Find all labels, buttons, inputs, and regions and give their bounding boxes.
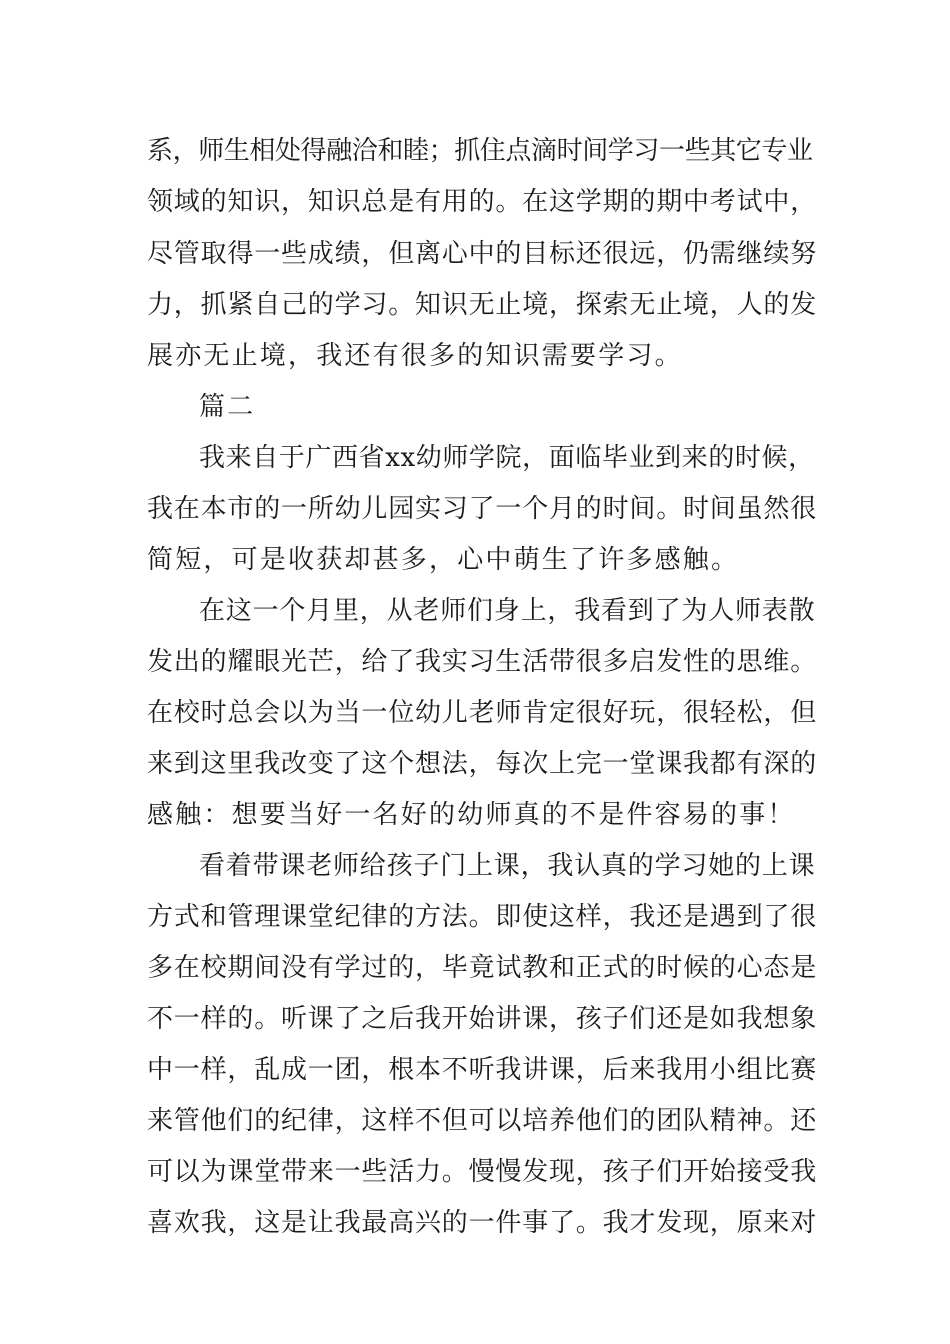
text-line: 可以为课堂带来一些活力。慢慢发现，孩子们开始接受我: [147, 1157, 818, 1187]
section-heading: 篇二: [199, 392, 256, 422]
text-line: 看着带课老师给孩子门上课，我认真的学习她的上课: [199, 851, 816, 881]
text-line: 发出的耀眼光芒，给了我实习生活带很多启发性的思维。: [147, 647, 818, 677]
text-line: 在这一个月里，从老师们身上，我看到了为人师表散: [199, 596, 816, 626]
text-line: 展亦无止境，我还有很多的知识需要学习。: [147, 341, 683, 371]
text-line: 感触：想要当好一名好的幼师真的不是件容易的事！: [147, 800, 796, 830]
text-line: 系，师生相处得融洽和睦；抓住点滴时间学习一些其它专业: [147, 136, 813, 166]
text-line: 我来自于广西省xx幼师学院，面临毕业到来的时候，: [199, 443, 815, 473]
text-line: 简短，可是收获却甚多，心中萌生了许多感触。: [147, 545, 740, 575]
text-line: 尽管取得一些成绩，但离心中的目标还很远，仍需继续努: [147, 239, 818, 269]
text-line: 喜欢我，这是让我最高兴的一件事了。我才发现，原来对: [147, 1208, 818, 1238]
text-line: 中一样，乱成一团，根本不听我讲课，后来我用小组比赛: [147, 1055, 818, 1085]
text-line: 力，抓紧自己的学习。知识无止境，探索无止境，人的发: [147, 290, 818, 320]
text-line: 来到这里我改变了这个想法，每次上完一堂课我都有深的: [147, 749, 818, 779]
text-line: 领域的知识，知识总是有用的。在这学期的期中考试中，: [147, 187, 818, 217]
text-line: 不一样的。听课了之后我开始讲课，孩子们还是如我想象: [147, 1004, 818, 1034]
text-line: 方式和管理课堂纪律的方法。即使这样，我还是遇到了很: [147, 902, 818, 932]
text-line: 来管他们的纪律，这样不但可以培养他们的团队精神。还: [147, 1106, 818, 1136]
text-line: 我在本市的一所幼儿园实习了一个月的时间。时间虽然很: [147, 494, 818, 524]
text-line: 在校时总会以为当一位幼儿老师肯定很好玩，很轻松，但: [147, 698, 818, 728]
text-line: 多在校期间没有学过的，毕竟试教和正式的时候的心态是: [147, 953, 818, 983]
